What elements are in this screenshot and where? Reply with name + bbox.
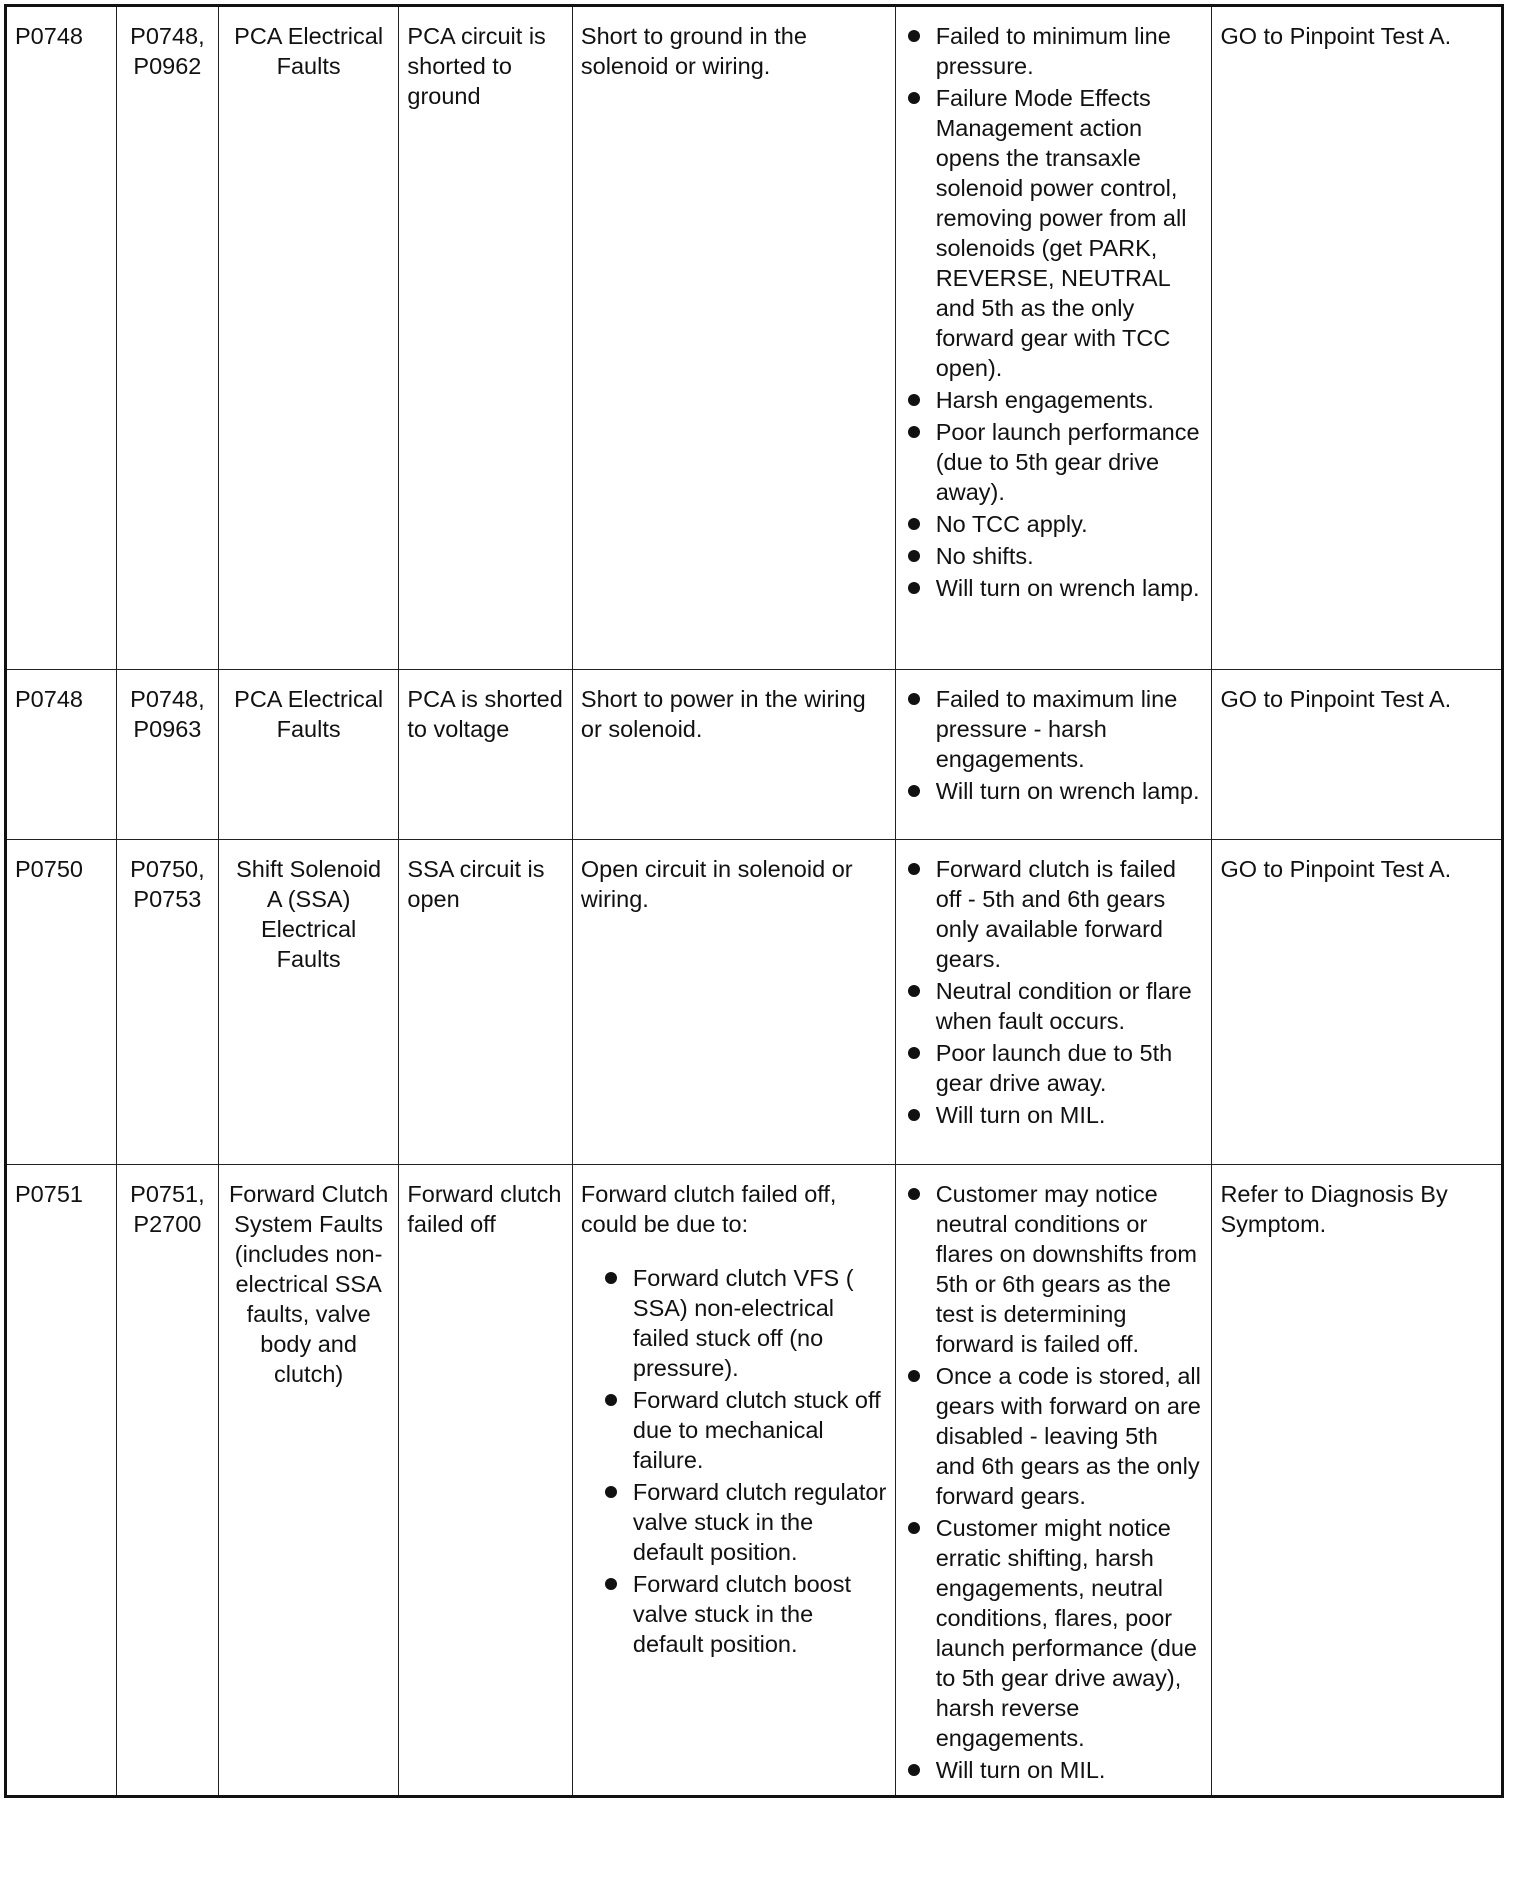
list-item: Poor launch due to 5th gear drive away. [904, 1038, 1204, 1098]
cause-cell [572, 1165, 895, 1797]
list-item: Will turn on wrench lamp. [904, 573, 1204, 603]
symptoms-cell [895, 6, 1212, 670]
related-codes-cell: P0748, P0962 [116, 6, 218, 670]
list-item: Forward clutch is failed off - 5th and 6th gears only available forward gears. [904, 854, 1204, 974]
cause-list [581, 1263, 887, 1659]
system-cell: PCA Electrical Faults [218, 670, 399, 840]
table-row [6, 1165, 1503, 1797]
dtc-diagnosis-table [4, 4, 1504, 1798]
condition-cell: SSA circuit is open [399, 840, 573, 1165]
list-item: Will turn on MIL. [904, 1755, 1204, 1785]
list-item: Forward clutch VFS ( SSA) non-electrical failed stuck off (no pressure). [601, 1263, 887, 1383]
symptoms-cell [895, 840, 1212, 1165]
system-cell: Shift Solenoid A (SSA) Electrical Faults [218, 840, 399, 1165]
list-item: Failed to maximum line pressure - harsh engagements. [904, 684, 1204, 774]
action-cell: GO to Pinpoint Test A. [1212, 670, 1503, 840]
table-row [6, 840, 1503, 1165]
list-item: Will turn on wrench lamp. [904, 776, 1204, 806]
related-codes-cell: P0750, P0753 [116, 840, 218, 1165]
condition-cell: PCA is shorted to voltage [399, 670, 573, 840]
list-item: Poor launch performance (due to 5th gear drive away). [904, 417, 1204, 507]
list-item: Forward clutch stuck off due to mechanical failure. [601, 1385, 887, 1475]
table-row [6, 670, 1503, 840]
list-item: Forward clutch regulator valve stuck in the default position. [601, 1477, 887, 1567]
list-item: Harsh engagements. [904, 385, 1204, 415]
list-item: Once a code is stored, all gears with forward on are disabled - leaving 5th and 6th gears as the only forward gears. [904, 1361, 1204, 1511]
list-item: Forward clutch boost valve stuck in the default position. [601, 1569, 887, 1659]
list-item: Customer may notice neutral conditions or flares on downshifts from 5th or 6th gears as the test is determining forward is failed off. [904, 1179, 1204, 1359]
condition-cell: Forward clutch failed off [399, 1165, 573, 1797]
action-cell: GO to Pinpoint Test A. [1212, 840, 1503, 1165]
condition-cell: PCA circuit is shorted to ground [399, 6, 573, 670]
cause-cell: Short to ground in the solenoid or wiring. [572, 6, 895, 670]
cause-cell: Short to power in the wiring or solenoid. [572, 670, 895, 840]
cause-cell: Open circuit in solenoid or wiring. [572, 840, 895, 1165]
action-cell: GO to Pinpoint Test A. [1212, 6, 1503, 670]
cause-intro-text: Forward clutch failed off, could be due to: [580, 1181, 837, 1237]
list-item: No TCC apply. [904, 509, 1204, 539]
list-item: Neutral condition or flare when fault occurs. [904, 976, 1204, 1036]
symptom-list [904, 21, 1204, 603]
dtc-cell: P0748 [6, 6, 117, 670]
system-cell: PCA Electrical Faults [218, 6, 399, 670]
list-item: Failure Mode Effects Management action opens the transaxle solenoid power control, removing power from all solenoids (get PARK, REVERSE, NEUTRAL and 5th as the only forward gear with TCC open). [904, 83, 1204, 383]
symptom-list [904, 1179, 1204, 1785]
dtc-cell: P0748 [6, 670, 117, 840]
symptom-list [904, 854, 1204, 1130]
list-item: No shifts. [904, 541, 1204, 571]
symptoms-cell [895, 1165, 1212, 1797]
dtc-cell: P0750 [6, 840, 117, 1165]
table-row [6, 6, 1503, 670]
symptoms-cell [895, 670, 1212, 840]
list-item: Will turn on MIL. [904, 1100, 1204, 1130]
list-item: Failed to minimum line pressure. [904, 21, 1204, 81]
system-cell: Forward Clutch System Faults (includes non-electrical SSA faults, valve body and clutch) [218, 1165, 399, 1797]
action-cell: Refer to Diagnosis By Symptom. [1212, 1165, 1503, 1797]
related-codes-cell: P0751, P2700 [116, 1165, 218, 1797]
list-item: Customer might notice erratic shifting, harsh engagements, neutral conditions, flares, poor launch performance (due to 5th gear drive away), harsh reverse engagements. [904, 1513, 1204, 1753]
symptom-list [904, 684, 1204, 806]
dtc-cell: P0751 [6, 1165, 117, 1797]
related-codes-cell: P0748, P0963 [116, 670, 218, 840]
